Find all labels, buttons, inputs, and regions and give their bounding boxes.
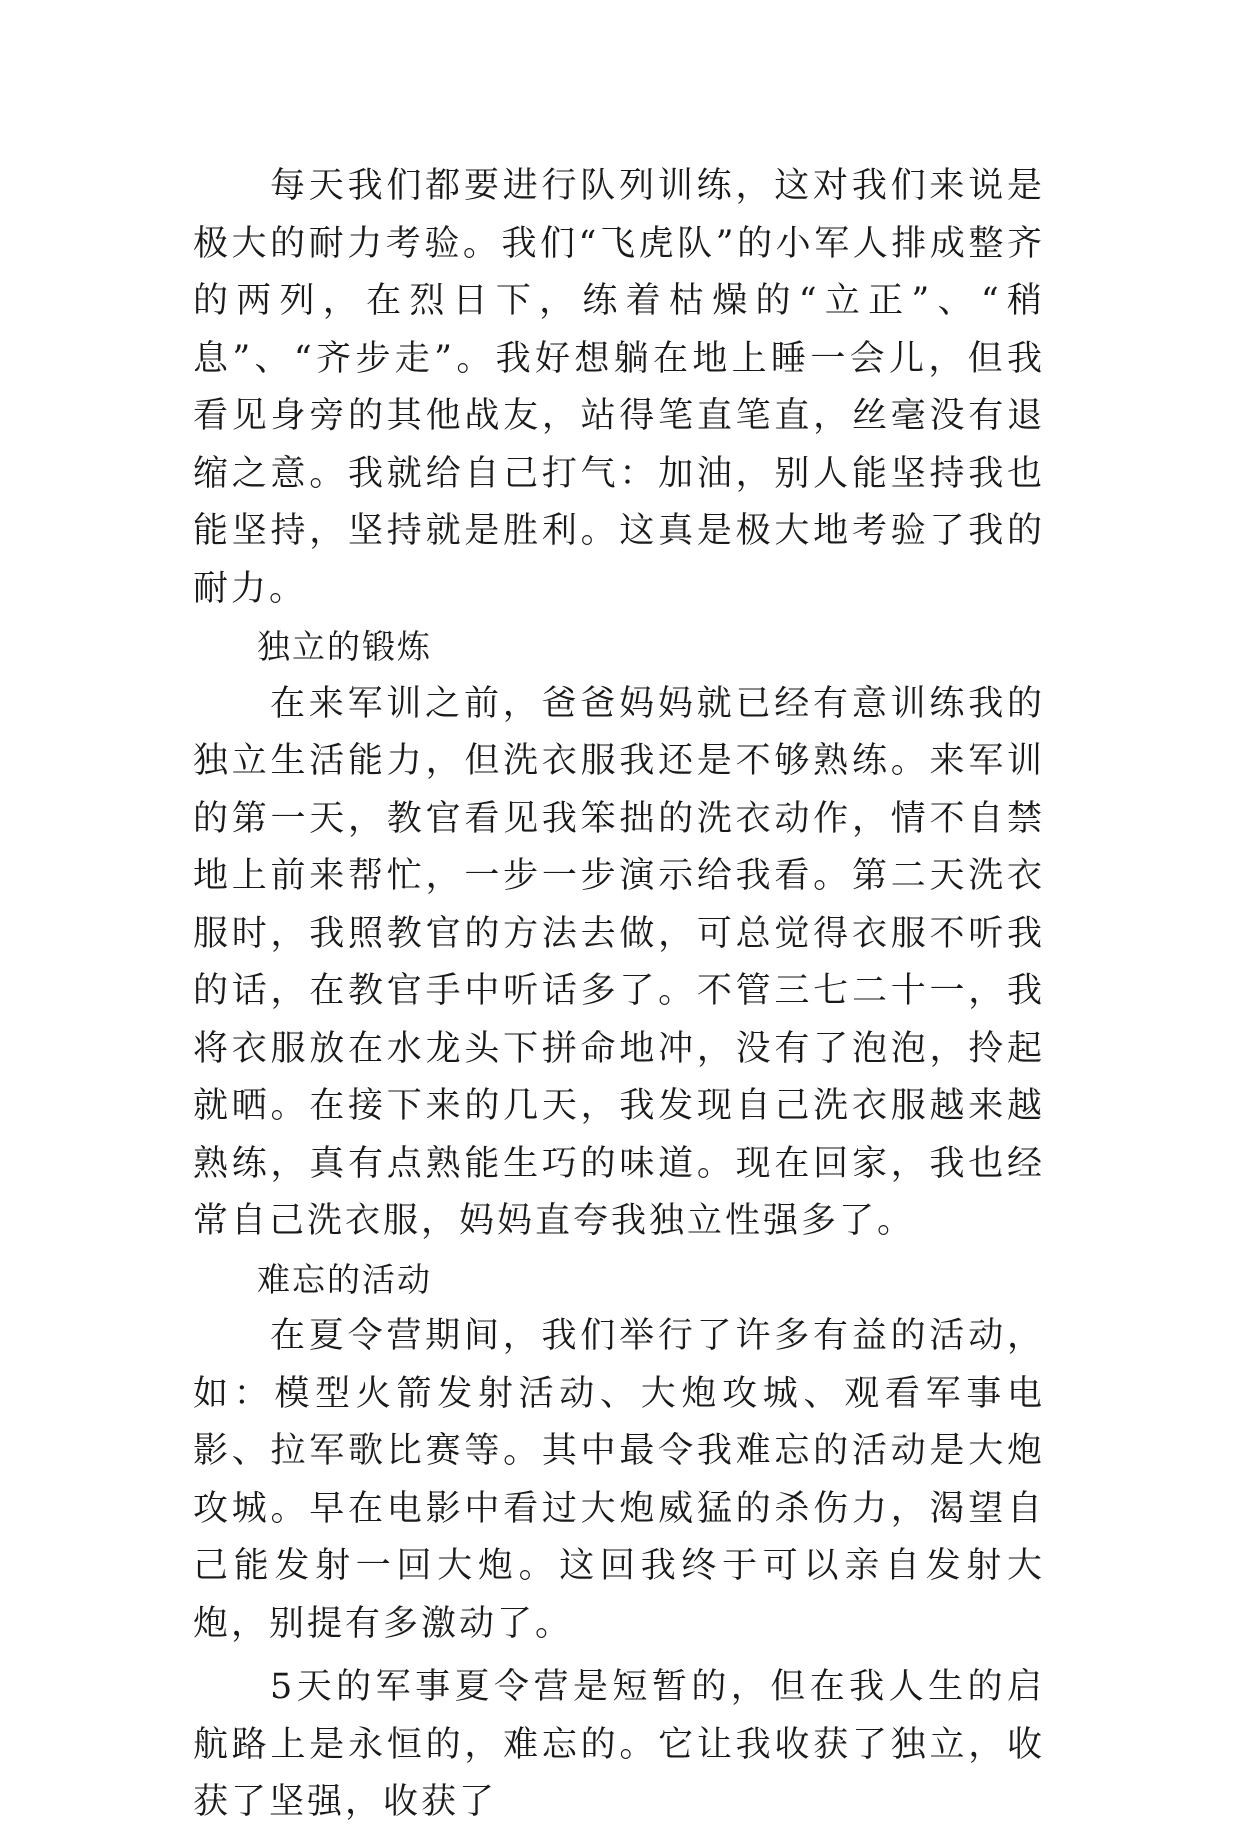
heading-memorable-activity: 难忘的活动: [257, 1259, 432, 1299]
paragraph-independent-training: 在来军训之前，爸爸妈妈就已经有意训练我的独立生活能力，但洗衣服我还是不够熟练。来军训的第一天，教官看见我笨拙的洗衣动作，情不自禁地上前来帮忙，一步一步演示给我看。第二天洗衣服时，我照教官的方法去做，可总觉得衣服不听我的话，在教官手中听话多了。不管三七二十一，我将衣服放在水龙头下拼命地冲，没有了泡泡，拎起就晒。在接下来的几天，我发现自己洗衣服越来越熟练，真有点熟能生巧的味道。现在回家，我也经常自己洗衣服，妈妈直夸我独立性强多了。: [193, 683, 1045, 1241]
paragraph-drill-training: 每天我们都要进行队列训练，这对我们来说是极大的耐力考验。我们“飞虎队”的小军人排成整齐的两列，在烈日下，练着枯燥的“立正”、“稍息”、“齐步走”。我好想躺在地上睡一会儿，但我看见身旁的其他战友，站得笔直笔直，丝毫没有退缩之意。我就给自己打气：加油，别人能坚持我也能坚持，坚持就是胜利。这真是极大地考验了我的耐力。: [193, 166, 1045, 609]
document-body: [193, 158, 1045, 1832]
paragraph-conclusion: 5天的军事夏令营是短暂的，但在我人生的启航路上是永恒的，难忘的。它让我收获了独立，收获了坚强，收获了: [193, 1667, 1045, 1822]
paragraph-memorable-activity: 在夏令营期间，我们举行了许多有益的活动，如：模型火箭发射活动、大炮攻城、观看军事电影、拉军歌比赛等。其中最令我难忘的活动是大炮攻城。早在电影中看过大炮威猛的杀伤力，渴望自己能发射一回大炮。这回我终于可以亲自发射大炮，别提有多激动了。: [193, 1316, 1045, 1644]
heading-independent-training: 独立的锻炼: [257, 627, 432, 666]
